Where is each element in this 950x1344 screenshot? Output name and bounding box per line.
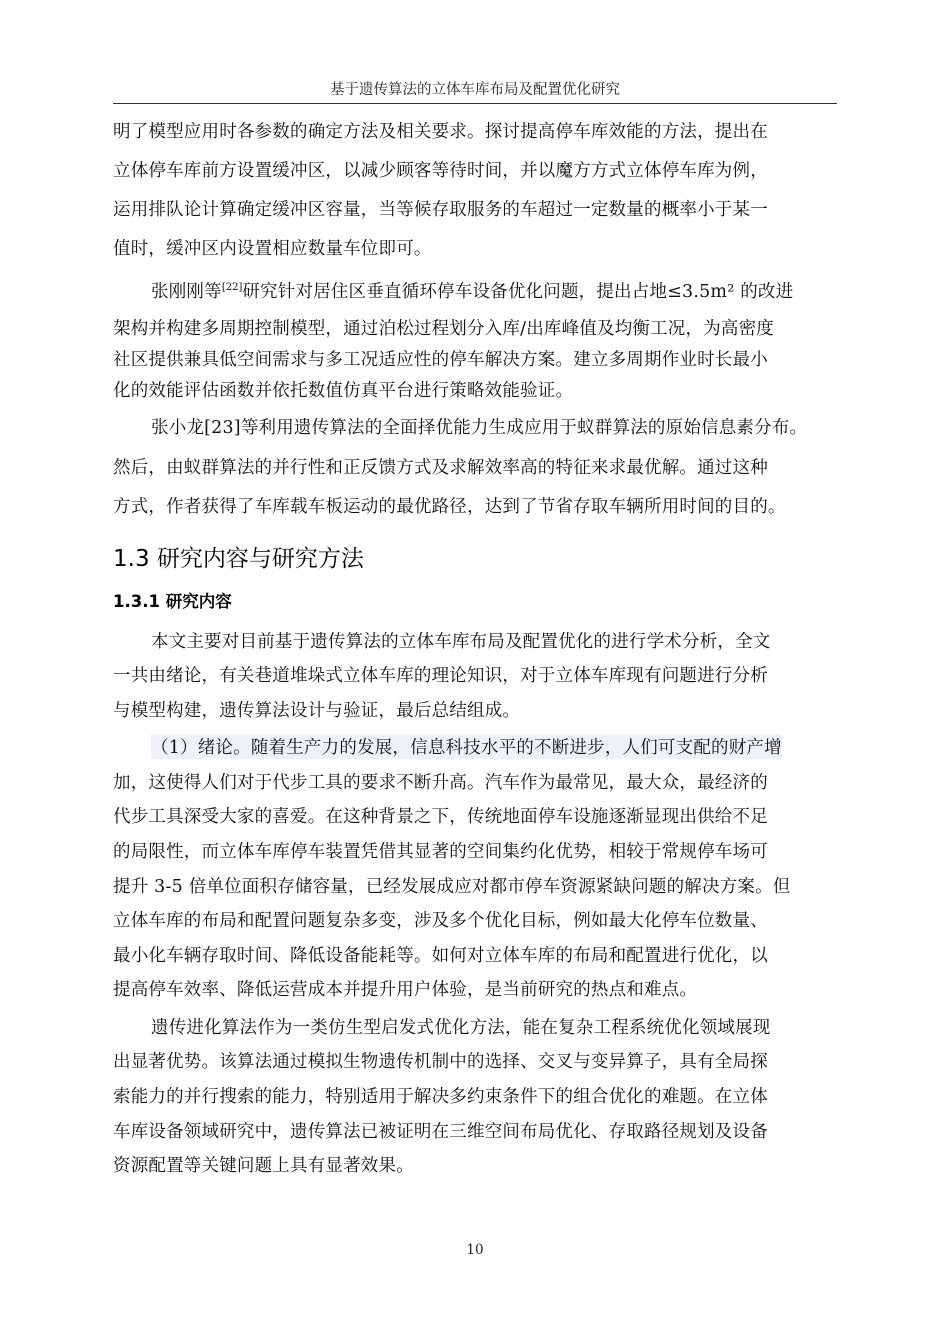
paragraph-line: 立体车库的布局和配置问题复杂多变，涉及多个优化目标，例如最大化停车位数量、: [113, 911, 768, 931]
paragraph-line: 本文主要对目前基于遗传算法的立体车库布局及配置优化的进行学术分析，全文: [151, 632, 771, 652]
paragraph-line: 立体停车库前方设置缓冲区，以减少顾客等待时间，并以魔方方式立体停车库为例，: [113, 161, 768, 181]
paragraph-text: 张刚刚等: [151, 282, 222, 302]
paragraph-line: [151, 278, 793, 303]
paragraph-line: 明了模型应用时各参数的确定方法及相关要求。探讨提高停车库效能的方法，提出在: [113, 122, 768, 142]
paragraph-text: 研究针对居住区垂直循环停车设备优化问题，提出占地≤3.5m² 的改进: [242, 282, 794, 302]
header-rule: [113, 103, 837, 104]
paragraph-line: 运用排队论计算确定缓冲区容量，当等候存取服务的车超过一定数量的概率小于某一: [113, 200, 768, 220]
paragraph-line: 与模型构建，遗传算法设计与验证，最后总结组成。: [113, 701, 521, 721]
paragraph-line: 遗传进化算法作为一类仿生型启发式优化方法，能在复杂工程系统优化领域展现: [151, 1018, 771, 1038]
paragraph-line: 社区提供兼具低空间需求与多工况适应性的停车解决方案。建立多周期作业时长最小: [113, 350, 768, 370]
paragraph-line: 加，这使得人们对于代步工具的要求不断升高。汽车作为最常见，最大众，最经济的: [113, 773, 768, 793]
paragraph-line: 资源配置等关键问题上具有显著效果。: [113, 1156, 414, 1176]
paragraph-line: 最小化车辆存取时间、降低设备能耗等。如何对立体车库的布局和配置进行优化，以: [113, 946, 768, 966]
page-number: 10: [466, 1242, 484, 1258]
paragraph-line: 架构并构建多周期控制模型，通过泊松过程划分入库/出库峰值及均衡工况，为高密度: [113, 319, 774, 339]
paragraph-line: 提升 3-5 倍单位面积存储容量，已经发展成应对都市停车资源紧缺问题的解决方案。但: [113, 877, 791, 897]
paragraph-line: 张小龙[23]等利用遗传算法的全面择优能力生成应用于蚁群算法的原始信息素分布。: [151, 418, 808, 438]
paragraph-line: 代步工具深受大家的喜爱。在这种背景之下，传统地面停车设施逐渐显现出供给不足: [113, 807, 768, 827]
paragraph-line: 的局限性，而立体车库停车装置凭借其显著的空间集约化优势，相较于常规停车场可: [113, 842, 768, 862]
paragraph-line: （1）绪论。随着生产力的发展，信息科技水平的不断进步，人们可支配的财产增: [151, 734, 782, 759]
citation-marker: [22]: [221, 282, 243, 293]
paragraph-line: 方式，作者获得了车库载车板运动的最优路径，达到了节省存取车辆所用时间的目的。: [113, 497, 786, 517]
paragraph-line: 索能力的并行搜索的能力，特别适用于解决多约束条件下的组合优化的难题。在立体: [113, 1087, 768, 1107]
paragraph-line: 提高停车效率、降低运营成本并提升用户体验，是当前研究的热点和难点。: [113, 980, 698, 1000]
subsection-heading: 1.3.1 研究内容: [113, 592, 232, 611]
paragraph-line: 出显著优势。该算法通过模拟生物遗传机制中的选择、交叉与变异算子，具有全局探: [113, 1052, 768, 1072]
paragraph-line: 然后，由蚁群算法的并行性和正反馈方式及求解效率高的特征来求最优解。通过这种: [113, 458, 768, 478]
paragraph-line: 化的效能评估函数并依托数值仿真平台进行策略效能验证。: [113, 381, 574, 401]
running-header: 基于遗传算法的立体车库布局及配置优化研究: [330, 82, 620, 98]
paragraph-line: 一共由绪论，有关巷道堆垛式立体车库的理论知识，对于立体车库现有问题进行分析: [113, 666, 768, 686]
paragraph-line: 值时，缓冲区内设置相应数量车位即可。: [113, 239, 432, 259]
paragraph-line: 车库设备领域研究中，遗传算法已被证明在三维空间布局优化、存取路径规划及设备: [113, 1122, 768, 1142]
section-heading: 1.3 研究内容与研究方法: [113, 546, 364, 572]
